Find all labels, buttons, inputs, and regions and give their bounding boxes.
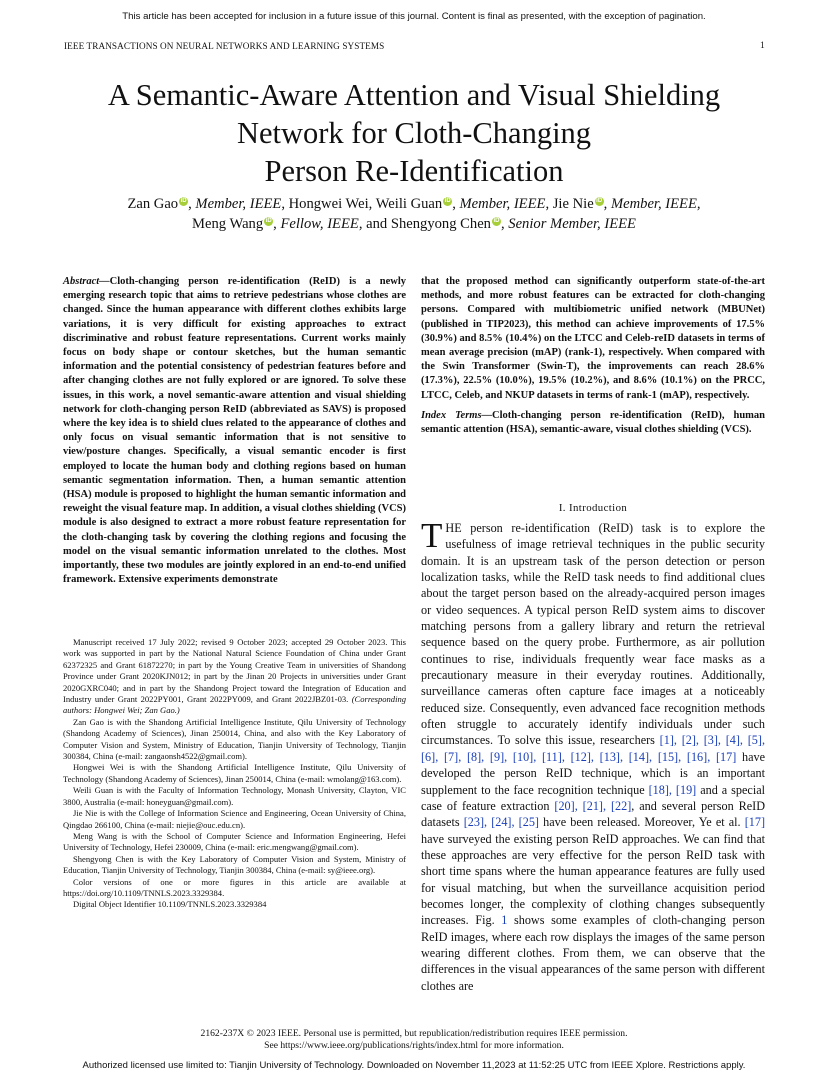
- title-line-2: Network for Cloth-Changing: [236, 116, 592, 150]
- footnote: [63, 637, 406, 911]
- intro-text: shows some examples of cloth-changing person ReID images, where each row displays the images of the same person wearing different clothes. From them, we can observe that the differences in the visual appearances of the same person with different clothes are: [421, 913, 766, 993]
- intro-text: have surveyed the existing person ReID approaches. We can find that these approaches are very effective for the person ReID task with short time spans where the human appearance features are fully used for visual matching, but when the surveillance acquisition period becomes longer, the complexity of clothing changes subsequently increases. Fig.: [421, 831, 765, 928]
- author-role: Member, IEEE,: [610, 196, 701, 212]
- footnote-affiliation: Weili Guan is with the Faculty of Information Technology, Monash University, Clayton, VIC 3800, Australia (e-mail: honeyguan@gmail.com).: [63, 785, 406, 807]
- author-name: Shengyong Chen: [390, 216, 491, 232]
- index-terms-lead: Index Terms—: [421, 409, 493, 421]
- top-notice: This article has been accepted for inclusion in a future issue of this journal. Content is final as presented, with the exception of pagination.: [122, 11, 706, 22]
- orcid-icon[interactable]: iD: [444, 198, 451, 204]
- page-number: 1: [760, 41, 765, 51]
- license-notice: Authorized licensed use limited to: Tianjin University of Technology. Downloaded on November 11,2023 at 11:52:25 UTC from IEEE Xplore. Restrictions apply.: [82, 1060, 746, 1071]
- author-conjunction: and: [366, 216, 388, 232]
- copyright-line-1: 2162-237X © 2023 IEEE. Personal use is permitted, but republication/redistribution requires IEEE permission.: [200, 1028, 628, 1039]
- footnote-manuscript: Manuscript received 17 July 2022; revised 9 October 2023; accepted 29 October 2023. This work was supported in part by the National Natural Science Foundation of China under Grant 62372325 and Grant 61872270; in part by the Young Creative Team in universities of Shandong Province under Grant 2020KJN012; in part by the Jinan 20 Projects in universities under Grant 2020GXRC040; and in part by the Shandong Project toward the Integration of Education and Industry under Grant 2022PY001, Grant 2022PY009, and Grant 2022JBZ01-03.: [63, 637, 406, 705]
- author-list: Zan Gao iD , Member, IEEE, Hongwei Wei, Weili Guan iD , Member, IEEE, Jie Nie iD , Member, IEEE, Meng Wang iD , Fellow, IEEE, and Shengyong Chen iD , Senior Member, IEEE: [127, 196, 701, 232]
- author-name: Meng Wang: [192, 216, 264, 232]
- paper-title: [60, 76, 768, 190]
- copyright-notice: [0, 1028, 828, 1052]
- footnote-affiliation: Shengyong Chen is with the Key Laboratory of Computer Vision and System, Ministry of Education, Tianjin University of Technology, Tianjin 300384, China (e-mail: sy@ieee.org).: [63, 853, 406, 876]
- author-role: Member, IEEE: [195, 196, 282, 212]
- citation-link[interactable]: [17]: [744, 815, 766, 830]
- intro-text: and a special case of feature extraction: [421, 782, 766, 813]
- intro-text: have developed the person ReID technique, which is an important supplement to the face recognition technique: [421, 749, 766, 797]
- abstract-continued: that the proposed method can significantly outperform state-of-the-art methods, and more robust features can be extracted for cloth-changing persons. Compared with multibiometric unified network (MBUNet) (published in TIP2023), this method can achieve improvements of 17.5% (30.9%) and 8.5% (10.4%) on the LTCC and Celeb-reID datasets in terms of mean average precision (mAP) (rank-1), respectively. When compared with the Swin Transformer (Swin-T), the improvements can reach 28.6% (17.3%), 22.5% (10.0%), 19.5% (10.2%), and 8.6% (10.1%) on the PRCC, LTCC, Celeb, and NKUP datasets in terms of rank-1 (mAP), respectively.: [421, 276, 765, 401]
- orcid-icon[interactable]: iD: [180, 198, 187, 204]
- running-head: IEEE TRANSACTIONS ON NEURAL NETWORKS AND LEARNING SYSTEMS: [64, 41, 385, 51]
- orcid-icon[interactable]: iD: [596, 198, 603, 204]
- intro-text: , and several person ReID datasets: [421, 798, 765, 830]
- title-line-1: A Semantic-Aware Attention and Visual Shielding: [107, 78, 721, 112]
- abstract-left: [63, 275, 406, 587]
- orcid-icon[interactable]: iD: [493, 218, 500, 224]
- citation-link[interactable]: [18], [19]: [648, 782, 697, 797]
- index-terms-text: Cloth-changing person re-identification (ReID), human semantic attention (HSA), semantic-aware, visual clothes shielding (VCS).: [421, 409, 765, 436]
- intro-text: HE person re-identification (ReID) task is to explore the usefulness of image retrieval techniques in the public security domain. It is an upstream task of the person detection or person localization tasks, while the ReID task needs to find additional clues about the target person based on the already-acquired person images or video sequences. A typical person ReID system aims to discover matching persons from a gallery library and return the retrieval sequence based on the query probe. Furthermore, as air pollution continues to rise, individuals frequently wear face masks as a precautionary measure in their everyday routines. Additionally, surveillance cameras often capture face images at a noticeably reduced size. Consequently, even advanced face recognition methods often struggle to accurately identify individuals under such circumstances. To solve this issue, researchers: [421, 521, 765, 748]
- author-name: Hongwei Wei: [288, 196, 369, 212]
- copyright-line-2: See https://www.ieee.org/publications/rights/index.html for more information.: [264, 1040, 564, 1051]
- citation-link[interactable]: [1], [2], [3], [4], [5], [6], [7], [8], [9], [10], [11], [12], [13], [14], [15], [16], [17]: [421, 733, 765, 764]
- author-name: Zan Gao: [127, 196, 179, 212]
- author-name: Jie Nie: [552, 196, 594, 212]
- footnote-affiliation: Hongwei Wei is with the Shandong Artificial Intelligence Institute, Qilu University of Technology (Shandong Academy of Sciences), Jinan 250014, China (e-mail: wmolang@163.com).: [63, 762, 406, 784]
- figure-link[interactable]: 1: [501, 913, 508, 928]
- introduction-body: [421, 516, 766, 994]
- intro-text: have been released. Moreover, Ye et al.: [543, 815, 741, 830]
- citation-link[interactable]: [20], [21], [22]: [554, 798, 632, 813]
- author-role: Member, IEEE: [459, 196, 546, 212]
- title-line-3: Person Re-Identification: [264, 154, 564, 188]
- abstract-right: [421, 275, 765, 437]
- author-role: Fellow, IEEE: [280, 216, 359, 232]
- abstract-lead: Abstract—: [63, 276, 110, 287]
- author-role: Senior Member, IEEE: [508, 216, 636, 232]
- footnote-affiliation: Zan Gao is with the Shandong Artificial Intelligence Institute, Qilu University of Technology (Shandong Academy of Sciences), Jinan 250014, China, and also with the Key Laboratory of Computer Vision and System, Ministry of Education, Tianjin University of Technology, Tianjin 300384, China (e-mail: zangaonsh4522@gmail.com).: [63, 716, 406, 762]
- footnote-doi: Digital Object Identifier 10.1109/TNNLS.2023.3329384: [73, 899, 267, 910]
- citation-link[interactable]: [23], [24], [25]: [463, 815, 539, 830]
- footnote-affiliation: Meng Wang is with the School of Computer Science and Information Engineering, Hefei University of Technology, Hefei 230009, China (e-mail: eric.mengwang@gmail.com).: [63, 830, 406, 853]
- abstract-text: Cloth-changing person re-identification (ReID) is a newly emerging research topic that aims to retrieve pedestrians whose clothes are changed. Since the human appearance with different clothes exhibits large variations, it is very difficult for existing approaches to extract discriminative and robust feature representations. Current works mainly focus on body shape or contour sketches, but the human semantic information and the potential consistency of pedestrian features before and after changing clothes are not fully explored or are ignored. To solve these issues, in this work, a novel semantic-aware attention and visual shielding network for cloth-changing person ReID (abbreviated as SAVS) is proposed where the key idea is to shield clues related to the appearance of clothes and only focus on visual semantic information that is not sensitive to view/posture changes. Specifically, a visual semantic encoder is first employed to locate the human body and clothing regions based on human semantic segmentation information. Then, a human semantic attention (HSA) module is proposed to highlight the human semantic information and reweight the visual feature map. In addition, a visual clothes shielding (VCS) module is also designed to extract a more robust feature representation for the cloth-changing task by covering the clothing regions and focusing the model on the visual semantic information unrelated to the clothes. Most importantly, these two modules are jointly explored in an end-to-end unified framework. Extensive experiments demonstrate: [63, 276, 406, 586]
- orcid-icon[interactable]: iD: [265, 218, 272, 224]
- section-heading: I. Introduction: [558, 502, 628, 514]
- footnote-color-versions: Color versions of one or more figures in this article are available at https://doi.org/10.1109/TNNLS.2023.3329384.: [63, 876, 406, 898]
- footnote-corresponding: (Corresponding authors: Hongwei Wei; Zan Gao.): [63, 694, 406, 716]
- index-terms: [421, 409, 765, 437]
- author-name: Weili Guan: [375, 196, 443, 212]
- drop-cap: T: [421, 516, 443, 555]
- footnote-affiliation: Jie Nie is with the College of Information Science and Engineering, Ocean University of China, Qingdao 266100, China (e-mail: niejie@ouc.edu.cn).: [63, 808, 406, 830]
